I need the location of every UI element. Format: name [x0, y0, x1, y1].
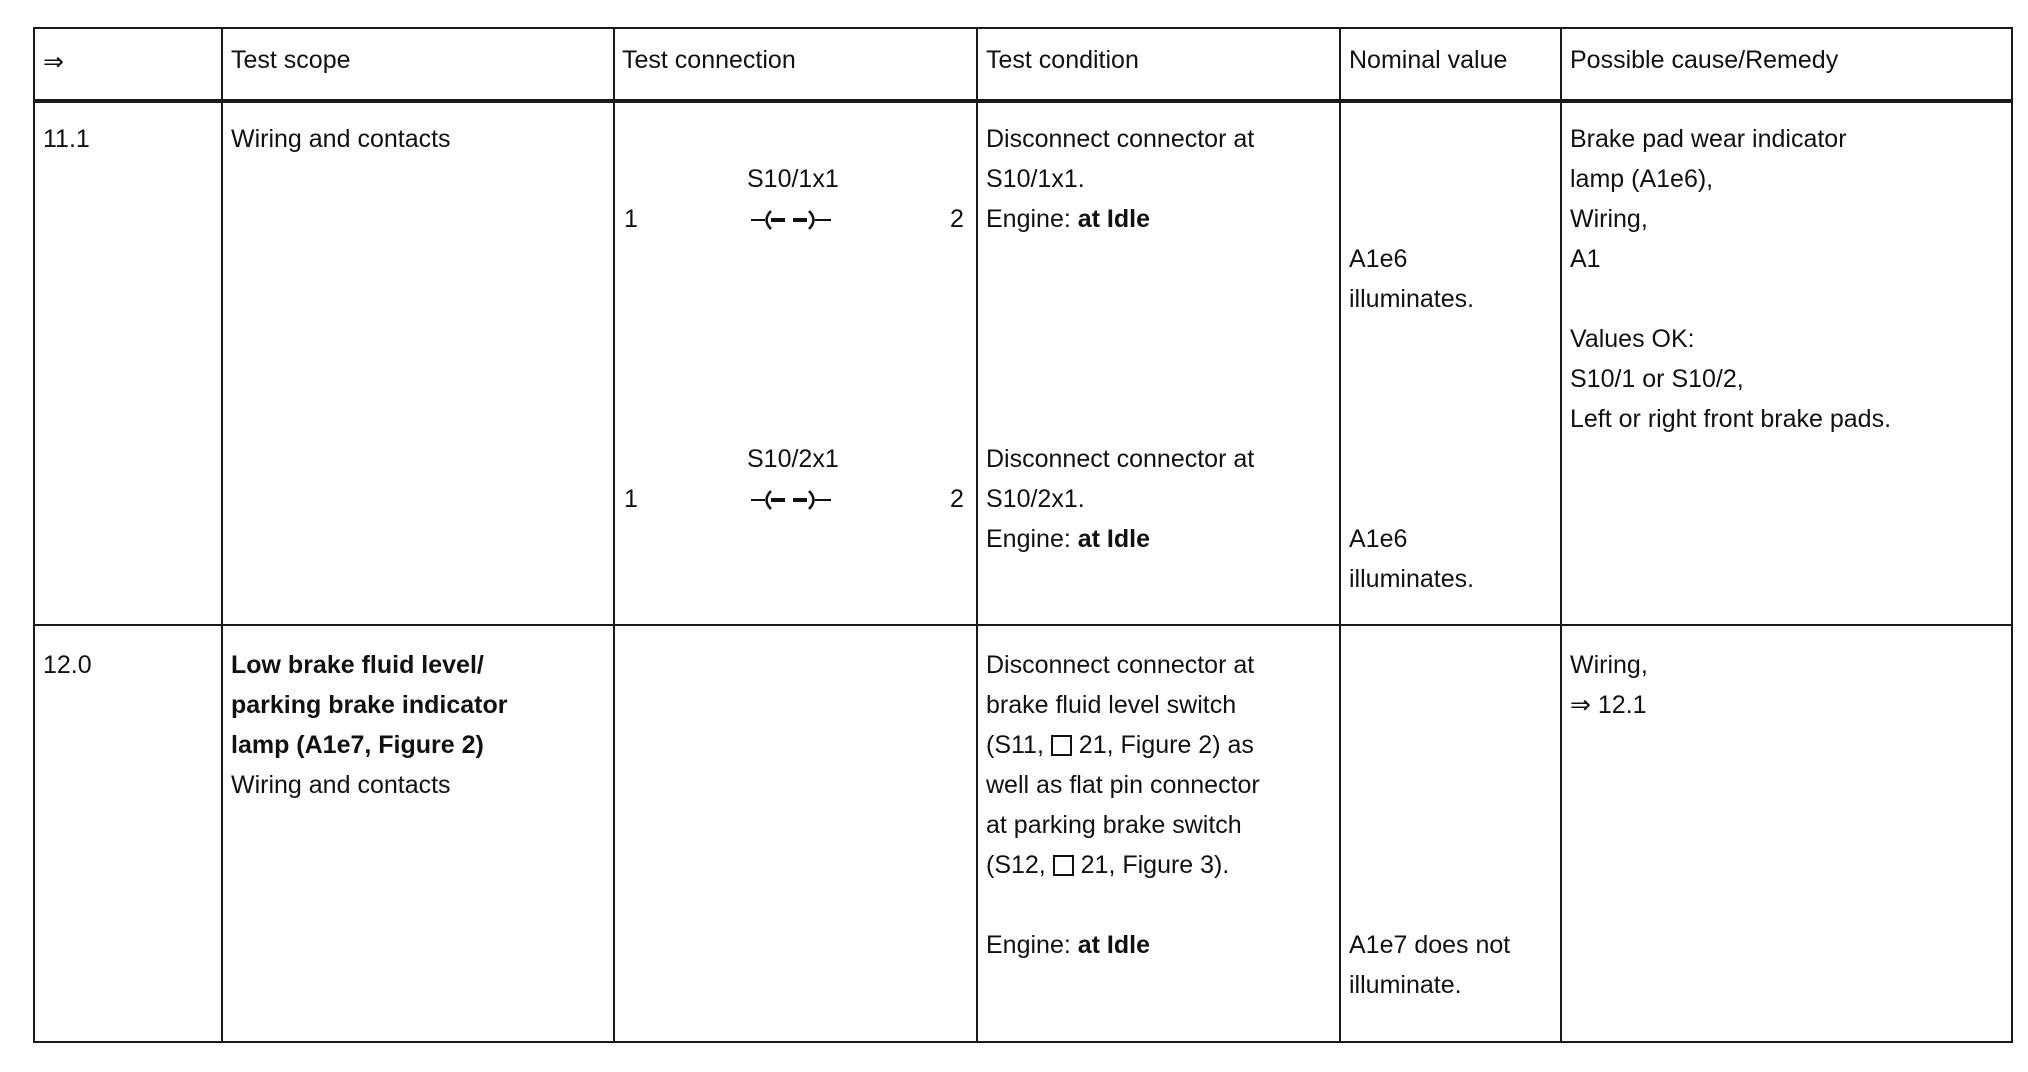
column-divider — [976, 29, 978, 1041]
column-divider — [1560, 29, 1562, 1041]
connector-label: S10/2x1 — [747, 445, 839, 473]
condition-line: well as flat pin connector — [986, 771, 1260, 799]
header-test-scope: Test scope — [231, 46, 351, 74]
nominal-line: illuminate. — [1349, 971, 1462, 999]
engine-label: Engine: — [986, 525, 1078, 553]
column-divider — [221, 29, 223, 1041]
cause-line: A1 — [1570, 245, 1601, 273]
nominal-line: illuminates. — [1349, 285, 1475, 313]
nominal-line: A1e6 — [1349, 245, 1408, 273]
column-divider — [613, 29, 615, 1041]
nominal-line: A1e6 — [1349, 525, 1408, 553]
step-number: 12.0 — [43, 651, 92, 679]
cause-line: Left or right front brake pads. — [1570, 405, 1892, 433]
header-test-condition: Test condition — [986, 46, 1139, 74]
engine-condition — [986, 926, 1150, 964]
test-scope: Wiring and contacts — [231, 125, 451, 153]
test-scope: Wiring and contacts — [231, 771, 451, 799]
engine-condition — [986, 520, 1150, 558]
cause-line: Values OK: — [1570, 325, 1695, 353]
engine-label: Engine: — [986, 205, 1078, 233]
pin-right: 2 — [950, 205, 964, 233]
engine-value: at Idle — [1077, 525, 1150, 553]
reference-box-icon — [1051, 735, 1072, 756]
cause-line: lamp (A1e6), — [1570, 165, 1714, 193]
connector-label: S10/1x1 — [747, 165, 839, 193]
condition-text: 21, Figure 2) as — [1071, 731, 1254, 759]
pin-right: 2 — [950, 485, 964, 513]
test-scope-title: parking brake indicator — [231, 691, 508, 719]
test-table — [33, 27, 2013, 1043]
header-nominal-value: Nominal value — [1349, 46, 1508, 74]
condition-line: S10/1x1. — [986, 165, 1085, 193]
engine-value: at Idle — [1077, 205, 1150, 233]
cause-line: Brake pad wear indicator — [1570, 125, 1847, 153]
cause-line: Wiring, — [1570, 651, 1648, 679]
cause-line: S10/1 or S10/2, — [1570, 365, 1744, 393]
condition-line — [986, 846, 1229, 884]
column-divider — [1339, 29, 1341, 1041]
engine-value: at Idle — [1077, 931, 1150, 959]
condition-line: Disconnect connector at — [986, 125, 1255, 153]
cause-line: ⇒ 12.1 — [1570, 691, 1647, 719]
connector-symbol — [751, 487, 841, 513]
nominal-line: illuminates. — [1349, 565, 1475, 593]
pin-left: 1 — [624, 485, 638, 513]
condition-line: at parking brake switch — [986, 811, 1242, 839]
condition-line: Disconnect connector at — [986, 651, 1255, 679]
condition-text: (S12, — [986, 851, 1053, 879]
pin-left: 1 — [624, 205, 638, 233]
condition-line — [986, 726, 1254, 764]
cause-line: Wiring, — [1570, 205, 1648, 233]
test-scope-title: lamp (A1e7, Figure 2) — [231, 731, 484, 759]
connector-symbol — [751, 207, 841, 233]
engine-label: Engine: — [986, 931, 1078, 959]
condition-line: Disconnect connector at — [986, 445, 1255, 473]
header-test-connection: Test connection — [622, 46, 796, 74]
header-divider — [35, 99, 2011, 103]
header-arrow: ⇒ — [43, 48, 64, 76]
reference-box-icon — [1053, 855, 1074, 876]
nominal-line: A1e7 does not — [1349, 931, 1511, 959]
condition-line: brake fluid level switch — [986, 691, 1237, 719]
condition-line: S10/2x1. — [986, 485, 1085, 513]
step-number: 11.1 — [43, 125, 90, 153]
condition-text: (S11, — [986, 731, 1051, 759]
test-scope-title: Low brake fluid level/ — [231, 651, 484, 679]
header-possible-cause: Possible cause/Remedy — [1570, 46, 1839, 74]
engine-condition — [986, 200, 1150, 238]
condition-text: 21, Figure 3). — [1073, 851, 1230, 879]
row-divider — [35, 624, 2011, 626]
